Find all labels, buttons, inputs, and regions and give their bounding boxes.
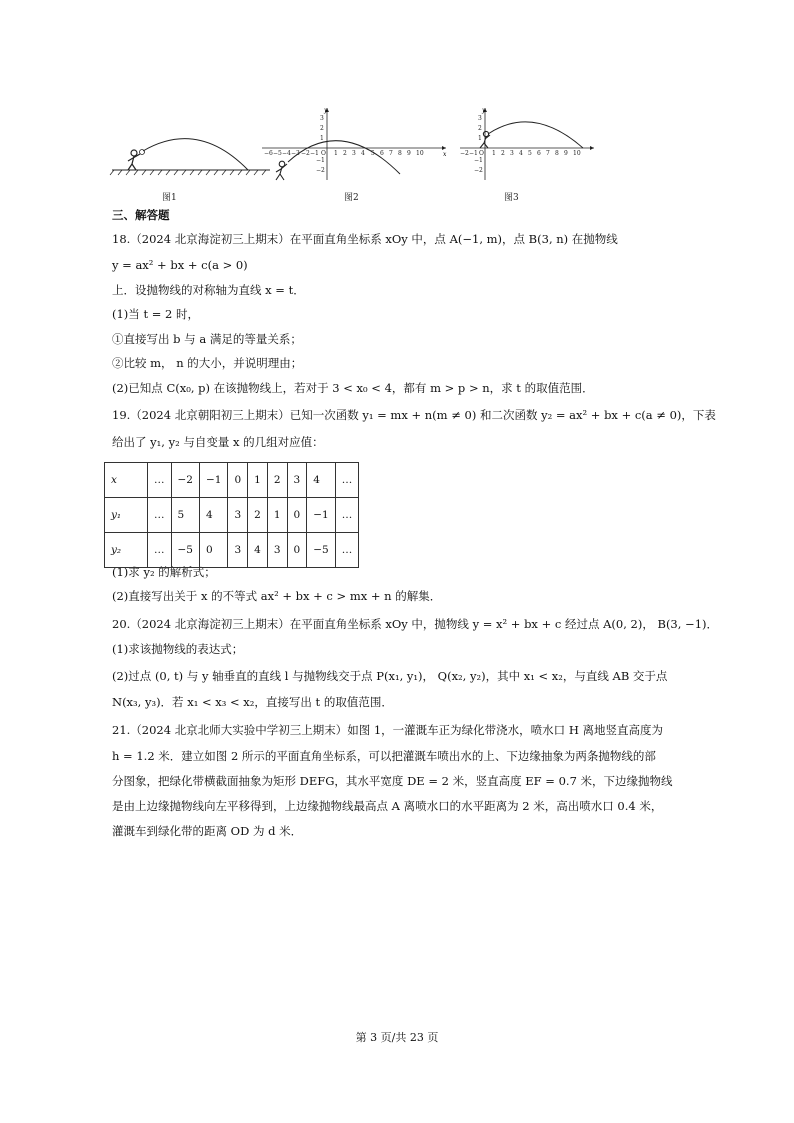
q18-line-7: (2)已知点 C(x₀, p) 在该抛物线上，若对于 3 < x₀ < 4，都有 m > p > n，求 t 的取值范围． (112, 381, 594, 395)
q19-line-3: (1)求 y₂ 的解析式； (112, 565, 216, 579)
table-cell: … (148, 533, 172, 568)
table-cell: … (148, 463, 172, 498)
fig3-ytick: −2 (474, 167, 483, 174)
table-cell: −1 (199, 463, 227, 498)
fig2-xtick: −3 (291, 150, 300, 157)
fig3-xtick: −1 (469, 150, 478, 157)
page-footer: 第 3 页/共 23 页 (355, 1031, 439, 1044)
q19-line-2: 给出了 y₁, y₂ 与自变量 x 的几组对应值： (112, 435, 324, 449)
q21-line-1: 21.（2024 北京北师大实验中学初三上期末）如图 1，一灌溉车正为绿化带浇水，喷水口 H 离地竖直高度为 (112, 723, 664, 737)
table-cell: 2 (267, 463, 287, 498)
figure-2-drawing (260, 104, 450, 184)
table-cell: 4 (199, 498, 227, 533)
table-cell: −5 (307, 533, 335, 568)
fig2-xtick: −1 (310, 150, 319, 157)
thrower-figure (128, 150, 140, 170)
table-cell: y₁ (105, 498, 148, 533)
figure-1-drawing (108, 104, 278, 184)
fig2-xtick: 7 (389, 150, 393, 157)
table-row (105, 463, 359, 498)
table-cell: 3 (267, 533, 287, 568)
q18-line-1: 18.（2024 北京海淀初三上期末）在平面直角坐标系 xOy 中，点 A(−1, m)，点 B(3, n) 在抛物线 (112, 232, 618, 246)
fig3-ytick: 3 (478, 115, 482, 122)
fig3-xtick: 10 (573, 150, 581, 157)
table-cell: −2 (171, 463, 199, 498)
table-cell: −5 (171, 533, 199, 568)
fig3-xtick: −2 (460, 150, 469, 157)
table-cell: 5 (171, 498, 199, 533)
value-table (104, 462, 359, 568)
fig2-ytick: −1 (316, 157, 325, 164)
table-cell: y₂ (105, 533, 148, 568)
fig2-y-label: y (324, 107, 328, 114)
fig3-xtick: 1 (492, 150, 496, 157)
thrower-figure (276, 161, 287, 180)
table-cell: x (105, 463, 148, 498)
fig2-xtick: −2 (301, 150, 310, 157)
q20-line-2: (1)求该抛物线的表达式； (112, 642, 244, 656)
table-cell: 0 (228, 463, 248, 498)
figure-2-caption: 图2 (344, 193, 359, 203)
q20-line-4: N(x₃, y₃)．若 x₁ < x₃ < x₂，直接写出 t 的取值范围． (112, 695, 393, 709)
q18-line-5: ①直接写出 b 与 a 满足的等量关系； (112, 332, 302, 346)
fig3-xtick: 3 (510, 150, 514, 157)
fig3-ytick: −1 (474, 157, 483, 164)
fig2-xtick: 9 (407, 150, 411, 157)
figure-2 (260, 104, 450, 203)
q19-line-1: 19.（2024 北京朝阳初三上期末）已知一次函数 y₁ = mx + n(m ≠ 0) 和二次函数 y₂ = ax² + bx + c(a ≠ 0)，下表 (112, 408, 716, 422)
q18-line-4: (1)当 t = 2 时， (112, 307, 199, 321)
figure-3-drawing (458, 104, 598, 184)
q21-line-5: 灌溉车到绿化带的距离 OD 为 d 米． (112, 824, 303, 838)
fig3-y-ticks (474, 115, 483, 174)
figure-3 (458, 104, 598, 203)
q20-line-3: (2)过点 (0, t) 与 y 轴垂直的直线 l 与抛物线交于点 P(x₁, y₁)， Q(x₂, y₂)，其中 x₁ < x₂，与直线 AB 交于点 (112, 669, 668, 683)
q21-line-2: h = 1.2 米．建立如图 2 所示的平面直角坐标系，可以把灌溉车喷出水的上、下边缘抽象为两条抛物线的部 (112, 749, 656, 763)
table-cell: 4 (307, 463, 335, 498)
fig2-xtick: O (321, 150, 326, 157)
fig2-xtick: 6 (380, 150, 384, 157)
fig2-xtick: 8 (398, 150, 402, 157)
fig2-ytick: 1 (320, 135, 324, 142)
table-cell: 0 (199, 533, 227, 568)
q18-line-6: ②比较 m， n 的大小，并说明理由； (112, 356, 303, 370)
fig2-xtick: 4 (361, 150, 365, 157)
table-cell: 2 (248, 498, 268, 533)
fig3-y-label: y (482, 107, 486, 114)
table-cell: 3 (228, 498, 248, 533)
table-cell: 4 (248, 533, 268, 568)
table-cell: 1 (248, 463, 268, 498)
fig2-xtick: 1 (334, 150, 338, 157)
q18-line-3: 上．设抛物线的对称轴为直线 x = t． (112, 283, 305, 297)
fig2-ytick: 3 (320, 115, 324, 122)
figures-row (108, 104, 608, 204)
table-cell: 0 (287, 498, 307, 533)
table-cell: … (148, 498, 172, 533)
fig3-x-ticks (460, 150, 581, 157)
table-row (105, 498, 359, 533)
fig3-ytick: 2 (478, 125, 482, 132)
table-cell: … (335, 533, 359, 568)
fig2-xtick: 10 (416, 150, 424, 157)
q19-line-4: (2)直接写出关于 x 的不等式 ax² + bx + c > mx + n 的解集． (112, 589, 442, 603)
table-cell: … (335, 463, 359, 498)
table-cell: −1 (307, 498, 335, 533)
fig2-xtick: −5 (273, 150, 282, 157)
fig2-ytick: −2 (316, 167, 325, 174)
fig2-xtick: 5 (371, 150, 375, 157)
fig2-ytick: 2 (320, 125, 324, 132)
q20-line-1: 20.（2024 北京海淀初三上期末）在平面直角坐标系 xOy 中，抛物线 y = x² + bx + c 经过点 A(0, 2)， B(3, −1)． (112, 617, 718, 631)
fig2-xtick: −6 (264, 150, 273, 157)
fig3-xtick: 7 (546, 150, 550, 157)
figure-1-caption: 图1 (162, 193, 177, 203)
q21-line-3: 分图象，把绿化带横截面抽象为矩形 DEFG，其水平宽度 DE = 2 米，竖直高度 EF = 0.7 米，下边缘抛物线 (112, 774, 673, 788)
fig2-xtick: −4 (282, 150, 291, 157)
fig3-xtick: 6 (537, 150, 541, 157)
fig3-xtick: 5 (528, 150, 532, 157)
q18-line-2: y = ax² + bx + c(a > 0) (112, 258, 248, 272)
table-cell: 1 (267, 498, 287, 533)
figure-1 (108, 104, 278, 203)
section-title: 三、解答题 (112, 208, 170, 222)
table-row (105, 533, 359, 568)
fig2-xtick: 2 (343, 150, 347, 157)
fig3-ytick: 1 (478, 135, 482, 142)
q21-line-4: 是由上边缘抛物线向左平移得到，上边缘抛物线最高点 A 离喷水口的水平距离为 2 米，高出喷水口 0.4 米， (112, 799, 663, 813)
fig3-xtick: 9 (564, 150, 568, 157)
fig3-xtick: 8 (555, 150, 559, 157)
table-cell: 0 (287, 533, 307, 568)
fig3-xtick: 2 (501, 150, 505, 157)
fig2-x-ticks (264, 150, 424, 157)
table-cell: … (335, 498, 359, 533)
fig2-x-label: x (443, 151, 447, 158)
fig3-xtick: O (479, 150, 484, 157)
table-cell: 3 (287, 463, 307, 498)
fig2-y-ticks (316, 115, 325, 174)
fig3-xtick: 4 (519, 150, 523, 157)
fig2-xtick: 3 (352, 150, 356, 157)
figure-3-caption: 图3 (504, 193, 519, 203)
table-cell: 3 (228, 533, 248, 568)
